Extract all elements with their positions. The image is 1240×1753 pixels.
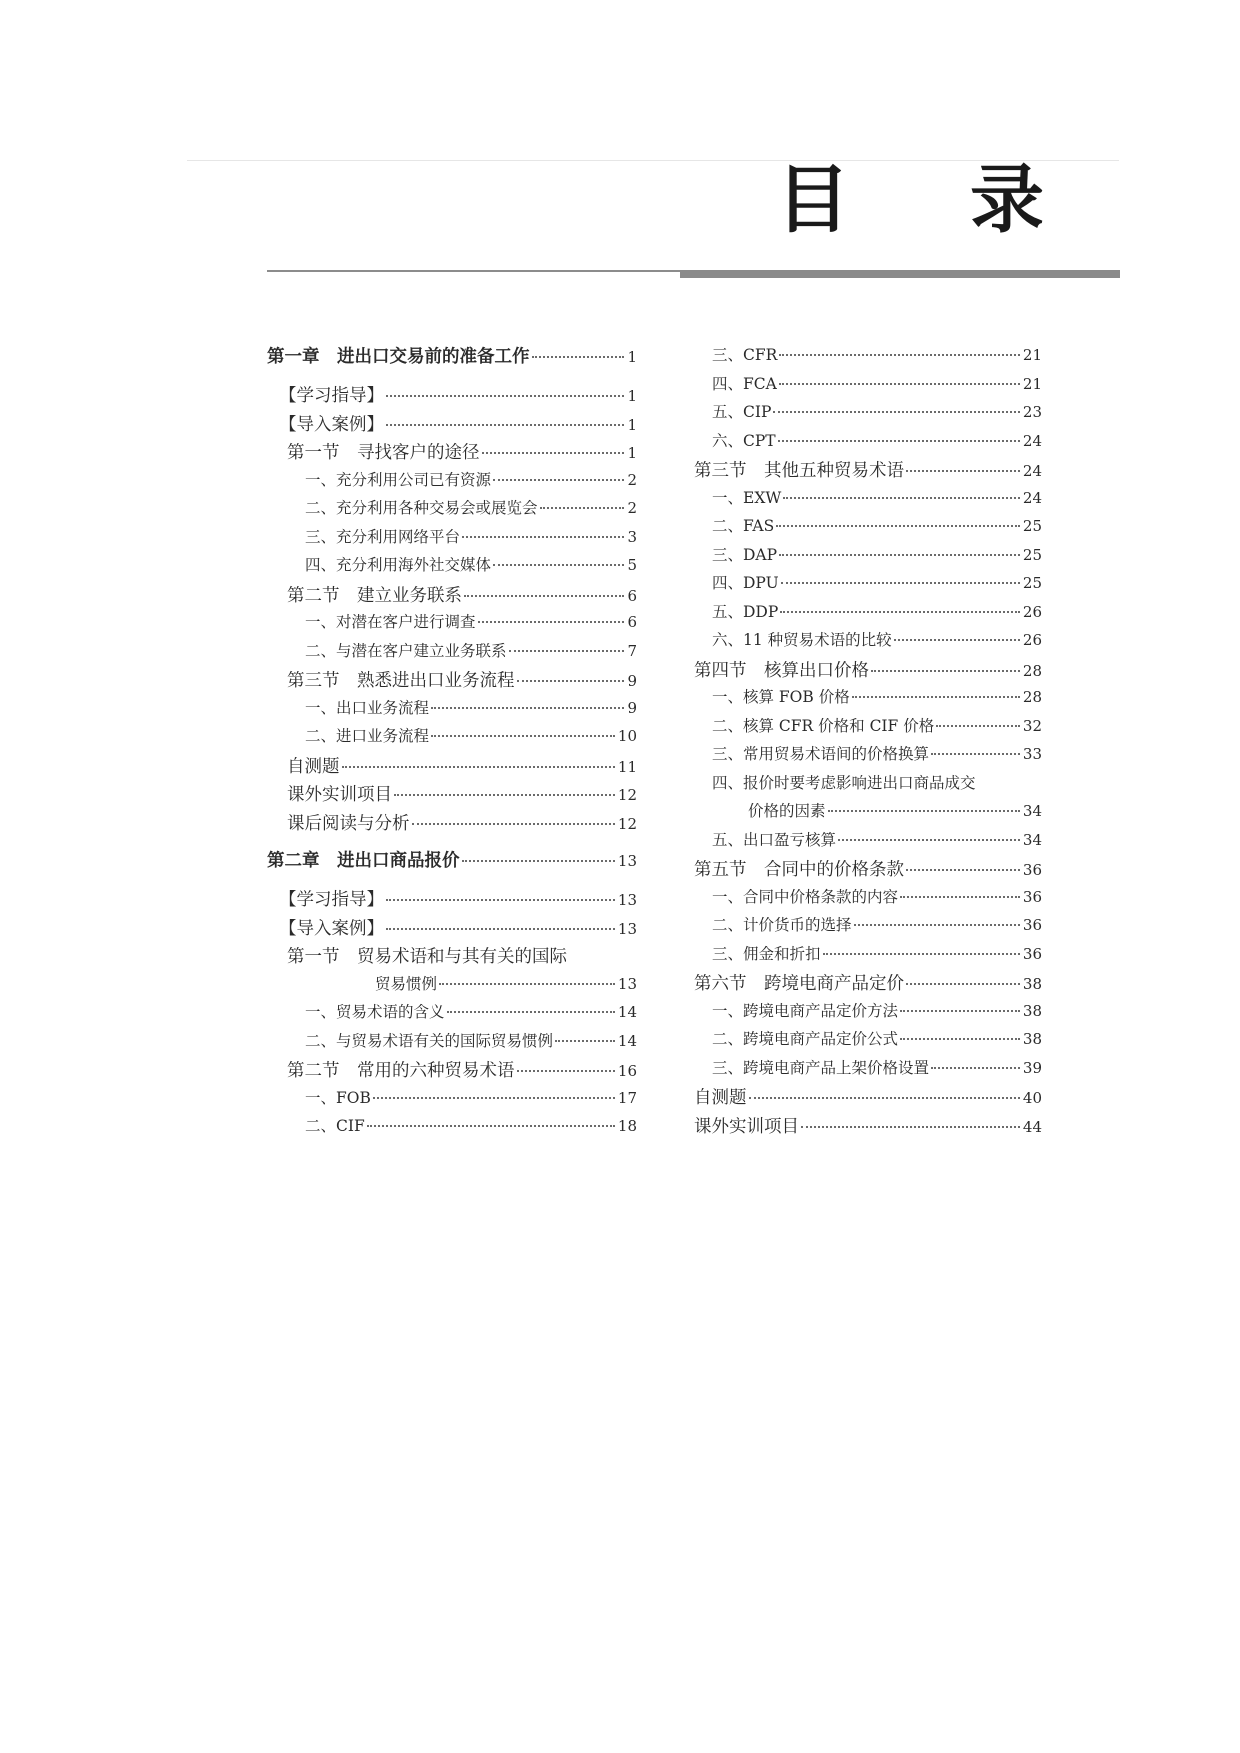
- toc-entry-label: 第五节 合同中的价格条款: [694, 860, 904, 880]
- toc-entry-label: 【学习指导】: [279, 386, 384, 406]
- toc-entry[interactable]: [694, 514, 1042, 543]
- toc-page-number: 2: [627, 499, 637, 517]
- toc-page-number: 40: [1022, 1089, 1042, 1107]
- toc-entry-label: 二、跨境电商产品定价公式: [712, 1030, 899, 1048]
- toc-leader-dots: [871, 670, 1020, 672]
- toc-entry[interactable]: [267, 753, 637, 782]
- toc-leader-dots: [412, 823, 615, 825]
- toc-entry-label: 四、报价时要考虑影响进出口商品成交: [712, 773, 976, 792]
- toc-entry[interactable]: [694, 1113, 1042, 1142]
- toc-entry[interactable]: [694, 856, 1042, 885]
- toc-page-number: 9: [627, 698, 637, 717]
- toc-entry-label: 四、DPU: [712, 574, 779, 592]
- toc-leader-dots: [509, 650, 625, 652]
- toc-page-number: 14: [617, 1031, 637, 1050]
- toc-leader-dots: [386, 928, 615, 930]
- toc-page-number: 38: [1022, 1001, 1042, 1020]
- toc-entry[interactable]: [694, 457, 1042, 486]
- title-rule-thin: [267, 270, 680, 272]
- toc-entry-label: 一、贸易术语的含义: [305, 1003, 445, 1021]
- toc-page-number: 13: [617, 891, 637, 909]
- toc-entry[interactable]: [267, 553, 637, 582]
- toc-page-number: 25: [1022, 574, 1042, 592]
- toc-entry[interactable]: [694, 429, 1042, 458]
- toc-leader-dots: [373, 1097, 615, 1099]
- toc-entry[interactable]: [267, 1029, 637, 1058]
- toc-leader-dots: [778, 440, 1020, 442]
- toc-entry[interactable]: [267, 781, 637, 810]
- toc-leader-dots: [462, 860, 615, 862]
- toc-leader-dots: [367, 1125, 615, 1127]
- toc-leader-dots: [801, 1126, 1020, 1128]
- toc-page-number: 28: [1022, 661, 1042, 680]
- toc-left-column: [267, 343, 637, 1143]
- toc-page-number: 18: [617, 1117, 637, 1135]
- toc-leader-dots: [931, 1067, 1020, 1069]
- toc-entry-label: 六、11 种贸易术语的比较: [712, 631, 892, 649]
- toc-page-number: 12: [617, 786, 637, 804]
- toc-entry[interactable]: [267, 810, 637, 839]
- toc-page-number: 38: [1022, 1030, 1042, 1048]
- toc-page-number: 25: [1022, 545, 1042, 564]
- toc-entry-label: 三、DAP: [712, 545, 778, 564]
- toc-entry[interactable]: [694, 1056, 1042, 1085]
- toc-entry[interactable]: [694, 400, 1042, 429]
- toc-leader-dots: [838, 839, 1020, 841]
- toc-entry[interactable]: [267, 724, 637, 753]
- toc-leader-dots: [342, 766, 615, 768]
- toc-entry-label: 四、充分利用海外社交媒体: [305, 556, 492, 574]
- toc-leader-dots: [386, 424, 624, 426]
- toc-leader-dots: [783, 497, 1020, 499]
- toc-page-number: 28: [1022, 688, 1042, 706]
- toc-leader-dots: [482, 452, 625, 454]
- toc-page-number: 1: [627, 415, 637, 434]
- toc-entry-label: 课外实训项目: [694, 1116, 799, 1137]
- toc-leader-dots: [900, 1010, 1020, 1012]
- toc-entry[interactable]: [267, 639, 637, 668]
- toc-leader-dots: [906, 983, 1020, 985]
- toc-entry[interactable]: [694, 486, 1042, 515]
- toc-entry[interactable]: [267, 1057, 637, 1086]
- toc-entry-label: 第二节 常用的六种贸易术语: [287, 1061, 515, 1081]
- toc-entry-label: 三、充分利用网络平台: [305, 527, 461, 546]
- toc-entry[interactable]: [267, 1114, 637, 1143]
- toc-leader-dots: [900, 1038, 1020, 1040]
- toc-entry[interactable]: [267, 886, 637, 915]
- toc-entry-label: 一、出口业务流程: [305, 698, 430, 717]
- toc-entry[interactable]: [267, 1000, 637, 1029]
- toc-leader-dots: [779, 383, 1020, 385]
- toc-entry-label: 课外实训项目: [287, 785, 392, 805]
- toc-entry[interactable]: [267, 382, 637, 411]
- toc-entry[interactable]: [267, 943, 637, 972]
- toc-entry[interactable]: [267, 496, 637, 525]
- toc-leader-dots: [517, 680, 625, 682]
- toc-entry[interactable]: [267, 610, 637, 639]
- toc-entry-label: 第一节 贸易术语和与其有关的国际: [287, 947, 567, 967]
- toc-page-number: 21: [1022, 374, 1042, 393]
- toc-entry-label: 一、跨境电商产品定价方法: [712, 1001, 899, 1020]
- toc-leader-dots: [493, 479, 624, 481]
- toc-entry[interactable]: [694, 913, 1042, 942]
- toc-entry-label: 贸易惯例: [375, 974, 438, 993]
- toc-page-number: 36: [1022, 944, 1042, 963]
- toc-page-number: 16: [617, 1062, 637, 1080]
- toc-entry-label: 【导入案例】: [279, 918, 384, 939]
- toc-page-number: 13: [617, 852, 637, 870]
- toc-entry-label: 二、CIF: [305, 1117, 365, 1135]
- toc-entry[interactable]: [694, 885, 1042, 914]
- toc-leader-dots: [439, 983, 615, 985]
- toc-leader-dots: [431, 735, 615, 737]
- toc-page-number: 44: [1022, 1117, 1042, 1136]
- toc-entry-label: 自测题: [694, 1088, 747, 1108]
- toc-entry[interactable]: [694, 372, 1042, 401]
- toc-leader-dots: [386, 395, 624, 397]
- toc-entry[interactable]: [267, 343, 637, 373]
- toc-entry[interactable]: [267, 1086, 637, 1115]
- toc-entry[interactable]: [694, 742, 1042, 771]
- toc-entry-label: 第六节 跨境电商产品定价: [694, 974, 904, 994]
- toc-entry-label: 一、充分利用公司已有资源: [305, 470, 492, 489]
- toc-entry[interactable]: [694, 571, 1042, 600]
- toc-entry[interactable]: [267, 847, 637, 877]
- toc-entry[interactable]: [694, 685, 1042, 714]
- toc-leader-dots: [464, 595, 624, 597]
- toc-leader-dots: [828, 810, 1020, 812]
- toc-entry[interactable]: [694, 600, 1042, 629]
- toc-entry-label: 二、进口业务流程: [305, 727, 430, 745]
- toc-leader-dots: [906, 869, 1020, 871]
- toc-entry[interactable]: [267, 667, 637, 696]
- toc-entry[interactable]: [267, 972, 637, 1001]
- toc-page-number: 36: [1022, 861, 1042, 879]
- toc-leader-dots: [517, 1070, 615, 1072]
- toc-entry-label: 第二章 进出口商品报价: [267, 851, 460, 871]
- toc-page-number: 12: [617, 814, 637, 833]
- toc-page-number: 23: [1022, 403, 1042, 421]
- toc-page-number: 21: [1022, 346, 1042, 364]
- toc-entry-label: 第一节 寻找客户的途径: [287, 443, 480, 463]
- toc-entry-label: 三、CFR: [712, 346, 778, 364]
- toc-page-number: 38: [1022, 975, 1042, 993]
- toc-page-number: 6: [627, 613, 637, 631]
- toc-page-number: 3: [627, 527, 637, 546]
- toc-entry-label: 自测题: [287, 756, 340, 777]
- toc-page-number: 24: [1022, 488, 1042, 507]
- toc-entry-label: 一、合同中价格条款的内容: [712, 887, 899, 906]
- toc-entry-label: 价格的因素: [748, 802, 826, 820]
- toc-entry[interactable]: [694, 970, 1042, 999]
- toc-page-number: 2: [627, 470, 637, 489]
- toc-entry-label: 【导入案例】: [279, 414, 384, 435]
- toc-entry[interactable]: [267, 439, 637, 468]
- toc-page-number: 36: [1022, 887, 1042, 906]
- toc-entry-label: 第一章 进出口交易前的准备工作: [267, 347, 530, 367]
- toc-leader-dots: [900, 896, 1020, 898]
- toc-leader-dots: [779, 354, 1020, 356]
- toc-page-number: 11: [617, 757, 637, 776]
- toc-entry[interactable]: [694, 543, 1042, 572]
- toc-right-column: [694, 343, 1042, 1141]
- page-title: [770, 157, 1070, 243]
- toc-entry[interactable]: [267, 915, 637, 944]
- toc-entry-label: 一、EXW: [712, 488, 782, 507]
- toc-leader-dots: [781, 582, 1020, 584]
- toc-leader-dots: [852, 696, 1020, 698]
- toc-entry-label: 一、对潜在客户进行调查: [305, 613, 476, 631]
- toc-leader-dots: [906, 470, 1020, 472]
- toc-page-number: 14: [617, 1003, 637, 1021]
- toc-entry-label: 三、常用贸易术语间的价格换算: [712, 745, 930, 763]
- toc-entry-label: 三、佣金和折扣: [712, 944, 821, 963]
- toc-entry[interactable]: [267, 411, 637, 440]
- toc-page-number: 6: [627, 586, 637, 605]
- toc-entry[interactable]: [694, 657, 1042, 686]
- toc-page-number: 1: [627, 348, 637, 366]
- toc-entry-label: 二、与贸易术语有关的国际贸易惯例: [305, 1031, 554, 1050]
- title-rule-thick: [680, 270, 1120, 278]
- toc-leader-dots: [894, 639, 1020, 641]
- toc-entry-label: 三、跨境电商产品上架价格设置: [712, 1058, 930, 1077]
- toc-entry-label: 课后阅读与分析: [287, 813, 410, 834]
- toc-page-number: 13: [617, 974, 637, 993]
- toc-entry[interactable]: [267, 696, 637, 725]
- toc-entry[interactable]: [694, 714, 1042, 743]
- toc-entry[interactable]: [694, 771, 1042, 800]
- toc-leader-dots: [540, 507, 625, 509]
- toc-leader-dots: [478, 621, 625, 623]
- toc-leader-dots: [532, 356, 625, 358]
- toc-leader-dots: [462, 536, 624, 538]
- toc-entry-label: 二、充分利用各种交易会或展览会: [305, 499, 538, 517]
- title-char-1: 目: [776, 157, 850, 243]
- toc-leader-dots: [854, 924, 1020, 926]
- toc-entry[interactable]: [694, 999, 1042, 1028]
- toc-entry-label: 二、FAS: [712, 517, 775, 535]
- toc-page-number: 39: [1022, 1058, 1042, 1077]
- toc-page-number: 33: [1022, 745, 1042, 763]
- toc-entry-label: 第三节 其他五种贸易术语: [694, 461, 904, 481]
- toc-page-number: 1: [627, 387, 637, 405]
- toc-page-number: 26: [1022, 602, 1042, 621]
- toc-leader-dots: [447, 1011, 615, 1013]
- toc-entry-label: 二、核算 CFR 价格和 CIF 价格: [712, 716, 935, 735]
- toc-page-number: 24: [1022, 462, 1042, 480]
- toc-leader-dots: [386, 899, 615, 901]
- toc-leader-dots: [823, 953, 1020, 955]
- toc-page-number: 17: [617, 1088, 637, 1107]
- toc-page-number: 32: [1022, 716, 1042, 735]
- toc-leader-dots: [936, 725, 1020, 727]
- toc-leader-dots: [931, 753, 1020, 755]
- toc-entry-label: 五、DDP: [712, 602, 779, 621]
- toc-leader-dots: [394, 794, 615, 796]
- toc-entry[interactable]: [694, 343, 1042, 372]
- toc-page-number: 34: [1022, 830, 1042, 849]
- toc-entry-label: 二、计价货币的选择: [712, 916, 852, 934]
- toc-leader-dots: [779, 554, 1020, 556]
- toc-page-number: 26: [1022, 631, 1042, 649]
- toc-entry[interactable]: [694, 1027, 1042, 1056]
- toc-entry-label: 六、CPT: [712, 431, 776, 450]
- toc-entry-label: 一、FOB: [305, 1088, 371, 1107]
- toc-leader-dots: [780, 611, 1020, 613]
- toc-entry-label: 五、CIP: [712, 403, 772, 421]
- toc-entry[interactable]: [267, 468, 637, 497]
- toc-leader-dots: [773, 411, 1019, 413]
- toc-entry[interactable]: [694, 942, 1042, 971]
- toc-page-number: 25: [1022, 517, 1042, 535]
- toc-entry[interactable]: [267, 582, 637, 611]
- toc-entry[interactable]: [694, 828, 1042, 857]
- title-char-2: 录: [970, 157, 1044, 243]
- toc-leader-dots: [749, 1097, 1020, 1099]
- toc-entry-label: 四、FCA: [712, 374, 777, 393]
- toc-page-number: 7: [627, 641, 637, 660]
- toc-entry-label: 第四节 核算出口价格: [694, 660, 869, 681]
- toc-leader-dots: [776, 525, 1020, 527]
- toc-page-number: 1: [627, 444, 637, 462]
- toc-page-number: 36: [1022, 916, 1042, 934]
- toc-entry-label: 五、出口盈亏核算: [712, 830, 837, 849]
- toc-page-number: 5: [627, 556, 637, 574]
- toc-entry[interactable]: [694, 799, 1042, 828]
- toc-entry-label: 一、核算 FOB 价格: [712, 688, 850, 706]
- toc-entry-label: 【学习指导】: [279, 890, 384, 910]
- toc-page-number: 13: [617, 919, 637, 938]
- toc-page-number: 24: [1022, 431, 1042, 450]
- toc-entry[interactable]: [694, 1084, 1042, 1113]
- toc-entry[interactable]: [694, 628, 1042, 657]
- toc-page-number: 34: [1022, 802, 1042, 820]
- toc-entry[interactable]: [267, 525, 637, 554]
- toc-page-number: 9: [627, 672, 637, 690]
- toc-leader-dots: [555, 1040, 615, 1042]
- toc-page-number: 10: [617, 727, 637, 745]
- toc-leader-dots: [431, 707, 624, 709]
- toc-entry-label: 二、与潜在客户建立业务联系: [305, 641, 507, 660]
- toc-entry-label: 第三节 熟悉进出口业务流程: [287, 671, 515, 691]
- toc-leader-dots: [493, 564, 624, 566]
- toc-entry-label: 第二节 建立业务联系: [287, 585, 462, 606]
